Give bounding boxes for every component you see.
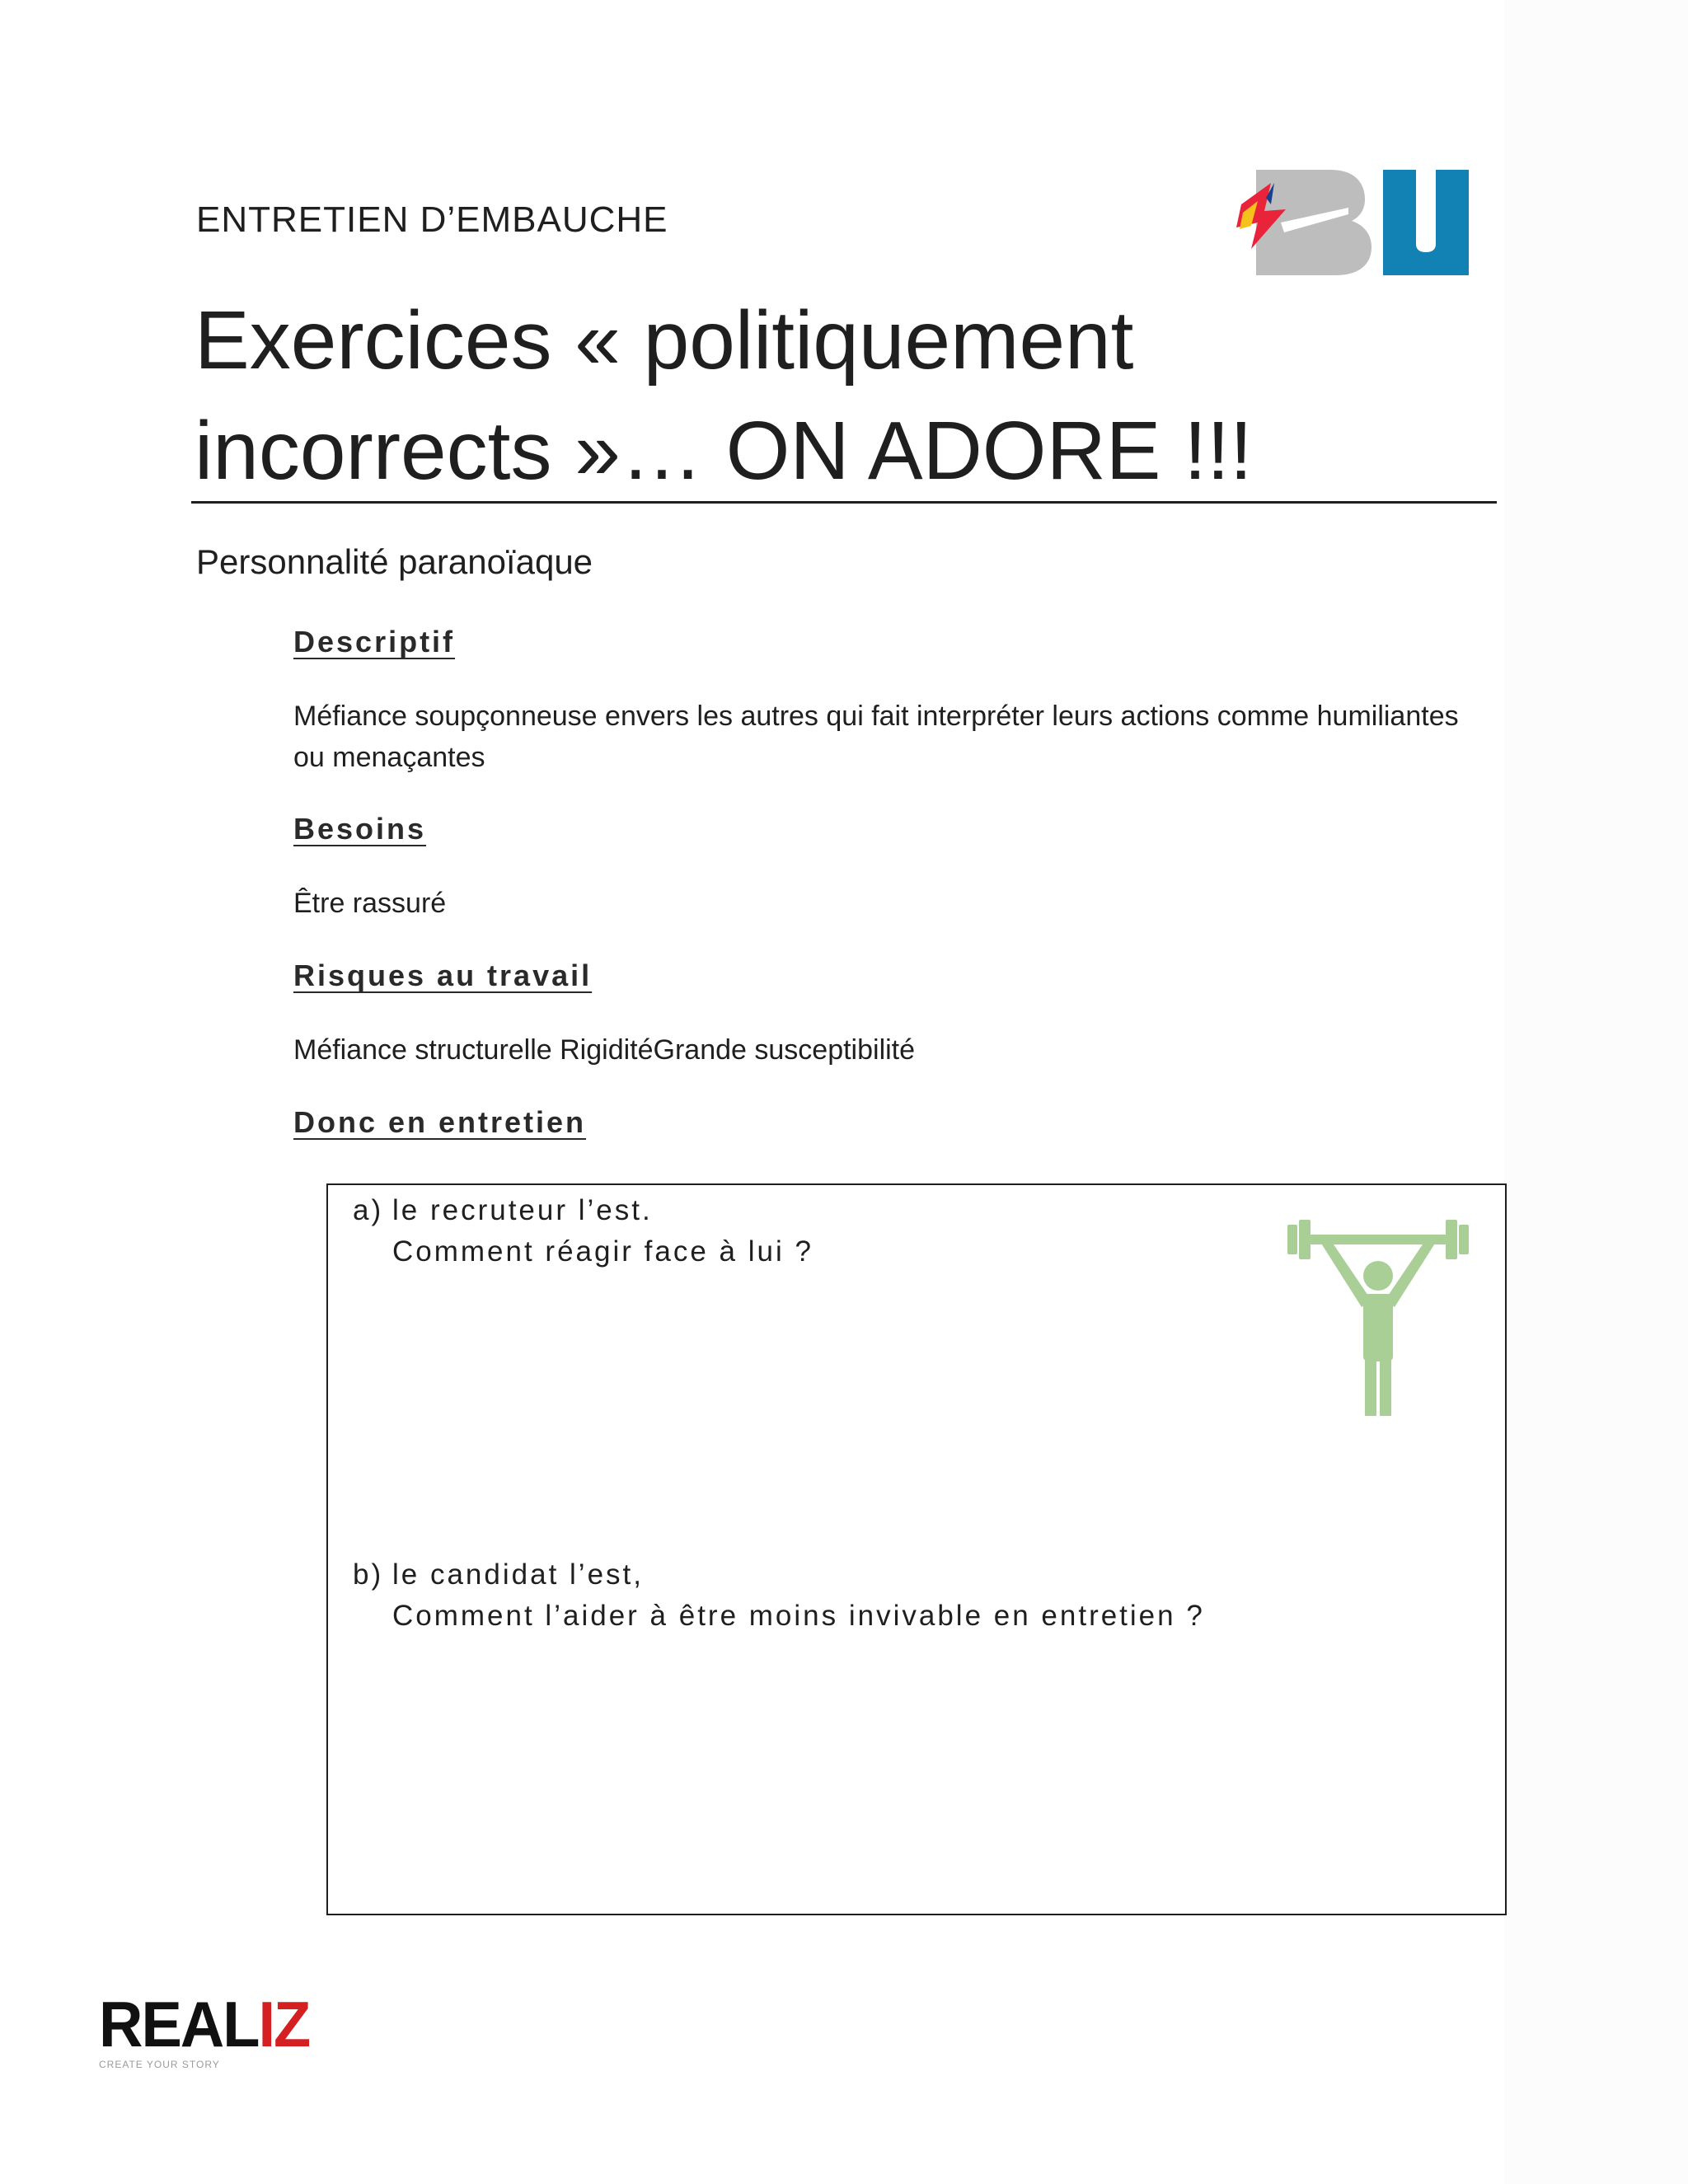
label-entretien: Donc en entretien — [293, 1105, 587, 1139]
title-line-2: incorrects »… ON ADORE !!! — [195, 405, 1253, 497]
question-a-line1: le recruteur l’est. — [392, 1194, 653, 1226]
realiz-wordmark — [99, 1988, 310, 2060]
question-b-line2: Comment l’aider à être moins invivable en entretien ? — [392, 1600, 1205, 1632]
realiz-word-red: IZ — [258, 1988, 310, 2060]
question-b-line1: le candidat l’est, — [392, 1558, 644, 1591]
title-line-1: Exercices « politiquement — [195, 294, 1134, 387]
question-b — [353, 1554, 1205, 1637]
page-edge-shade — [1504, 0, 1688, 2184]
question-a-line2: Comment réagir face à lui ? — [392, 1235, 814, 1268]
realiz-tagline: CREATE YOUR STORY — [99, 2059, 220, 2070]
question-a — [353, 1190, 814, 1272]
section-title: Personnalité paranoïaque — [196, 542, 593, 581]
document-kicker: ENTRETIEN D’EMBAUCHE — [196, 199, 668, 240]
exercise-box — [326, 1183, 1507, 1915]
text-besoins: Être rassuré — [293, 888, 447, 919]
realiz-logo — [99, 1988, 310, 2075]
text-risques: Méfiance structurelle RigiditéGrande susceptibilité — [293, 1034, 916, 1066]
label-descriptif: Descriptif — [293, 625, 456, 658]
weightlifter-icon — [1286, 1218, 1470, 1418]
label-besoins: Besoins — [293, 812, 427, 846]
text-descriptif: Méfiance soupçonneuse envers les autres qui fait interpréter leurs actions comme humiliantes ou menaçantes — [293, 701, 1459, 773]
logo-letter-u — [1383, 170, 1469, 275]
realiz-word-dark: REAL — [99, 1988, 259, 2060]
document-title — [195, 285, 1480, 506]
bu-logo — [1233, 165, 1490, 280]
question-a-marker: a) — [353, 1194, 384, 1226]
title-underline — [191, 501, 1497, 504]
label-risques: Risques au travail — [293, 958, 593, 992]
question-b-marker: b) — [353, 1558, 384, 1591]
